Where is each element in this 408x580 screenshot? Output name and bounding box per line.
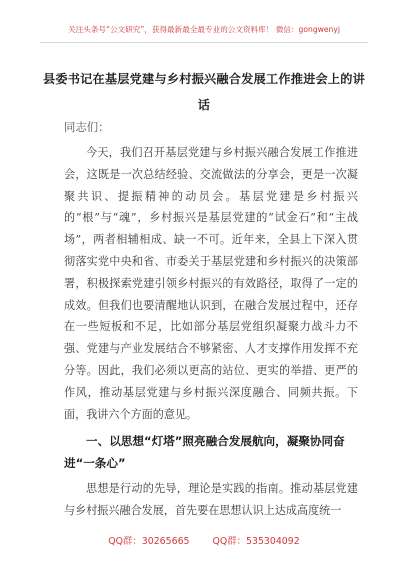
body-paragraph-2: 思想是行动的先导，理论是实践的指南。推动基层党建与乡村振兴融合发展，首先要在思想认识上达成高度统一	[64, 482, 358, 517]
header-banner: 关注头条号“公文研究”，获得最新最全最专业的公文资料库！ 微信：gongwenyj	[68, 25, 340, 34]
page-title: 县委书记在基层党建与乡村振兴融合发展工作推进会上的讲话	[42, 72, 366, 112]
body-paragraph-1: 今天，我们召开基层党建与乡村振兴融合发展工作推进会，这既是一次总结经验、交流做法的分享会，更是一次凝聚共识、提振精神的动员会。基层党建是乡村振兴的“根”与“魂”，乡村振兴是基层党建的“试金石”和“主战场”，两者相辅相成、缺一不可。近年来，全县上下深入贯彻落实党中央和省、市委关于基层党建和乡村振兴的决策部署，积极探索党建引领乡村振兴的有效路径，取得了一定的成效。但我们也要清醒地认识到，在融合发展过程中，还存在一些短板和不足，比如部分基层党组织凝聚力战斗力不强、党建与产业发展结合不够紧密、人才支撑作用发挥不充分等。因此，我们必须以更高的站位、更实的举措、更严的作风，推动基层党建与乡村振兴深度融合、同频共振。下面，我讲六个方面的意见。	[64, 146, 358, 421]
footer-contact	[40, 533, 368, 549]
footer-qq-group-2: QQ群：535304092	[212, 536, 300, 547]
footer-qq-group-1: QQ群：30265665	[108, 536, 190, 547]
salutation: 同志们：	[64, 120, 110, 134]
header-divider	[40, 42, 368, 43]
section-heading-1: 一、以思想“灯塔”照亮融合发展航向，凝聚协同奋进“一条心”	[64, 434, 345, 470]
